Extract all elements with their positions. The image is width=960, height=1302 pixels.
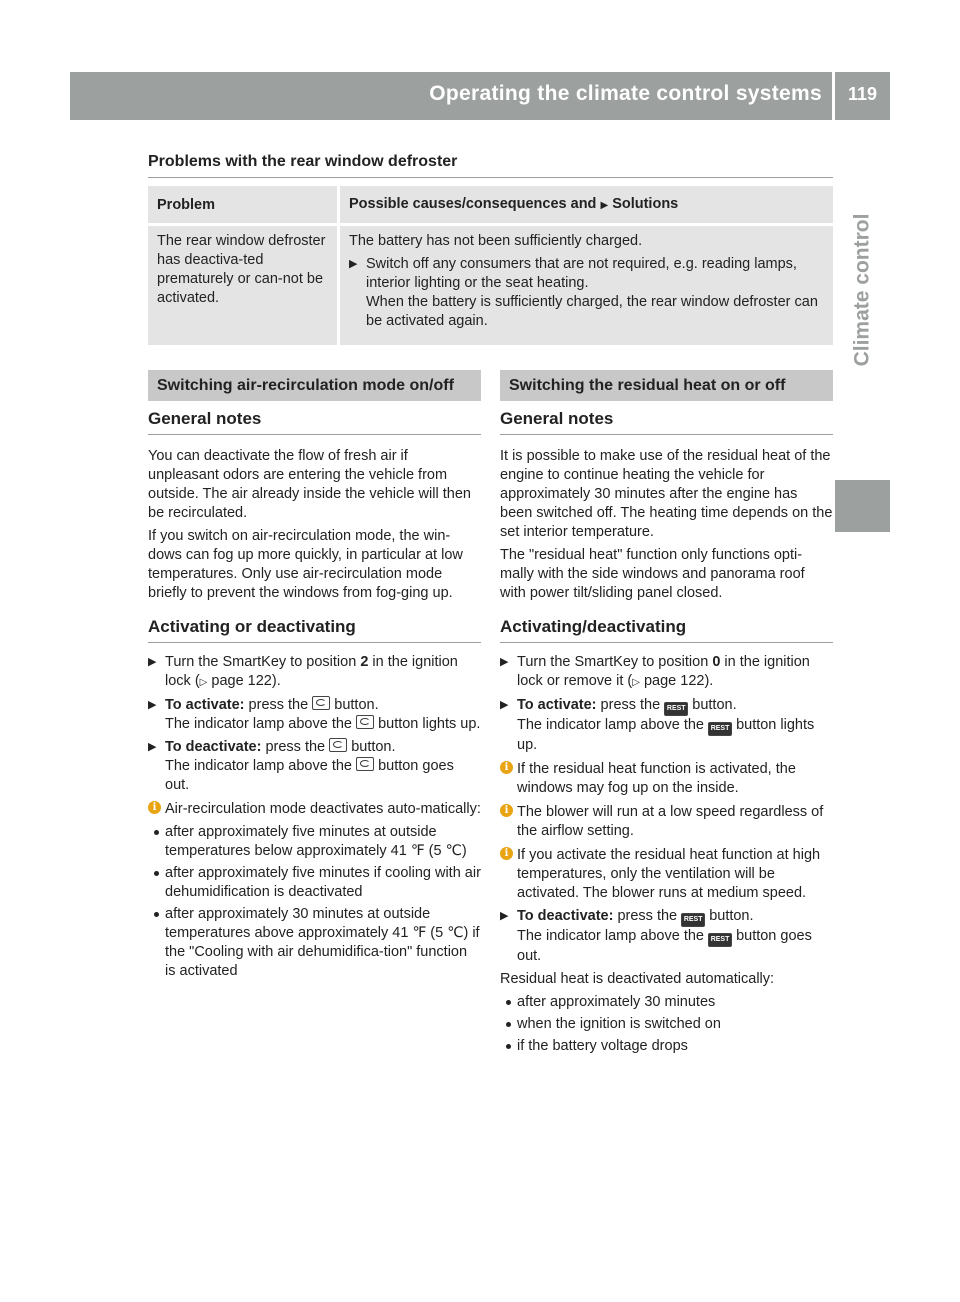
list-item: after approximately 30 minutes at outside temperatures above approximately 41 ℉ (5 ℃) if the "Cooling with air dehumidifica-tion" function is activated (148, 905, 481, 981)
list-item: after approximately 30 minutes (500, 993, 833, 1012)
instruction-step: ▶ Switch off any consumers that are not required, e.g. reading lamps, interior lighting or the seat heating. When the battery is sufficiently charged, the rear window defroster can be activated again. (349, 256, 818, 329)
info-icon: i (500, 804, 513, 817)
info-icon: i (148, 801, 161, 814)
page-number: 119 (847, 84, 878, 104)
rest-button-icon: REST (708, 722, 732, 736)
instruction-step: ▶ To activate: press the button. The indicator lamp above the button lights up. (148, 697, 481, 732)
rest-button-icon: REST (664, 702, 688, 716)
list-item: after approximately five minutes at outside temperatures below approximately 41 ℉ (5 ℃) (148, 823, 481, 861)
section-title: Problems with the rear window defroster (148, 153, 458, 170)
instruction-step: ▶ To activate: press the REST button. The indicator lamp above the REST button lights up. (500, 697, 815, 753)
page-ref-icon: ▷ (199, 677, 208, 688)
info-note: i The blower will run at a low speed regardless of the airflow setting. (500, 803, 833, 841)
left-general-title: General notes (148, 409, 481, 435)
problem-table (148, 186, 833, 345)
rest-button-icon: REST (681, 913, 705, 927)
arrow-icon: ▶ (500, 656, 509, 668)
left-activating-title: Activating or deactivating (148, 617, 481, 643)
right-box-title: Switching the residual heat on or off (500, 370, 833, 401)
recirculation-button-icon (356, 715, 374, 729)
list-item: after approximately five minutes if cooling with air dehumidification is deactivated (148, 864, 481, 902)
right-general-title: General notes (500, 409, 833, 435)
section-rule (148, 177, 833, 178)
info-note: i If the residual heat function is activated, the windows may fog up on the inside. (500, 760, 833, 798)
table-header-solutions: Possible causes/consequences and ▶ Solutions (340, 186, 833, 226)
paragraph: The "residual heat" function only functions opti-mally with the side windows and panorama roof with power tilt/sliding panel closed. (500, 547, 805, 601)
right-column (500, 370, 833, 1058)
recirculation-button-icon (329, 738, 347, 752)
cause-text: The battery has not been sufficiently charged. (349, 233, 643, 249)
arrow-icon: ▶ (148, 699, 157, 711)
rest-button-icon: REST (708, 933, 732, 947)
info-icon: i (500, 847, 513, 860)
instruction-step: ▶ To deactivate: press the REST button. The indicator lamp above the REST button goes out. (500, 908, 812, 964)
paragraph: It is possible to make use of the residual heat of the engine to continue heating the vehicle for approximately 30 minutes after the engine has been switched off. The heating time depends on the set interior temperature. (500, 448, 833, 540)
arrow-icon: ▶ (148, 741, 157, 753)
side-tab (835, 120, 890, 460)
arrow-icon: ▶ (148, 656, 157, 668)
info-note: i If you activate the residual heat function at high temperatures, only the ventilation will be activated. The blower runs at medium speed. (500, 846, 833, 903)
side-label: Climate control (850, 213, 874, 367)
recirculation-button-icon (356, 757, 374, 771)
page-title: Operating the climate control systems (429, 82, 822, 105)
arrow-icon: ▶ (600, 200, 609, 211)
instruction-step: ▶ Turn the SmartKey to position 0 in the ignition lock or remove it (▷ page 122). (500, 654, 810, 689)
info-note: i Air-recirculation mode deactivates auto-matically: (148, 800, 481, 819)
recirculation-button-icon (312, 696, 330, 710)
list-item: if the battery voltage drops (500, 1037, 833, 1056)
header-bar (70, 72, 832, 120)
table-header-problem: Problem (148, 186, 340, 226)
page-number-box (835, 72, 890, 120)
left-box-title: Switching air-recirculation mode on/off (148, 370, 481, 401)
side-marker (835, 480, 890, 532)
paragraph: Residual heat is deactivated automatically: (500, 971, 775, 987)
left-column (148, 370, 481, 983)
arrow-icon: ▶ (500, 910, 509, 922)
arrow-icon: ▶ (349, 258, 358, 270)
list-item: when the ignition is switched on (500, 1015, 833, 1034)
table-cell-solution (340, 226, 833, 345)
table-cell-problem: The rear window defroster has deactiva-ted prematurely or can-not be activated. (148, 226, 340, 345)
right-activating-title: Activating/deactivating (500, 617, 833, 643)
instruction-step: ▶ Turn the SmartKey to position 2 in the ignition lock (▷ page 122). (148, 654, 458, 689)
info-icon: i (500, 761, 513, 774)
arrow-icon: ▶ (500, 699, 509, 711)
instruction-step: ▶ To deactivate: press the button. The indicator lamp above the button goes out. (148, 739, 454, 793)
paragraph: You can deactivate the flow of fresh air if unpleasant odors are entering the vehicle from outside. The air already inside the vehicle will then be recirculated. (148, 448, 471, 521)
page-ref-icon: ▷ (632, 677, 640, 688)
paragraph: If you switch on air-recirculation mode, the win-dows can fog up more quickly, in particular at low temperatures. Only use air-recirculation mode briefly to prevent the windows from fog-ging up. (148, 528, 463, 601)
